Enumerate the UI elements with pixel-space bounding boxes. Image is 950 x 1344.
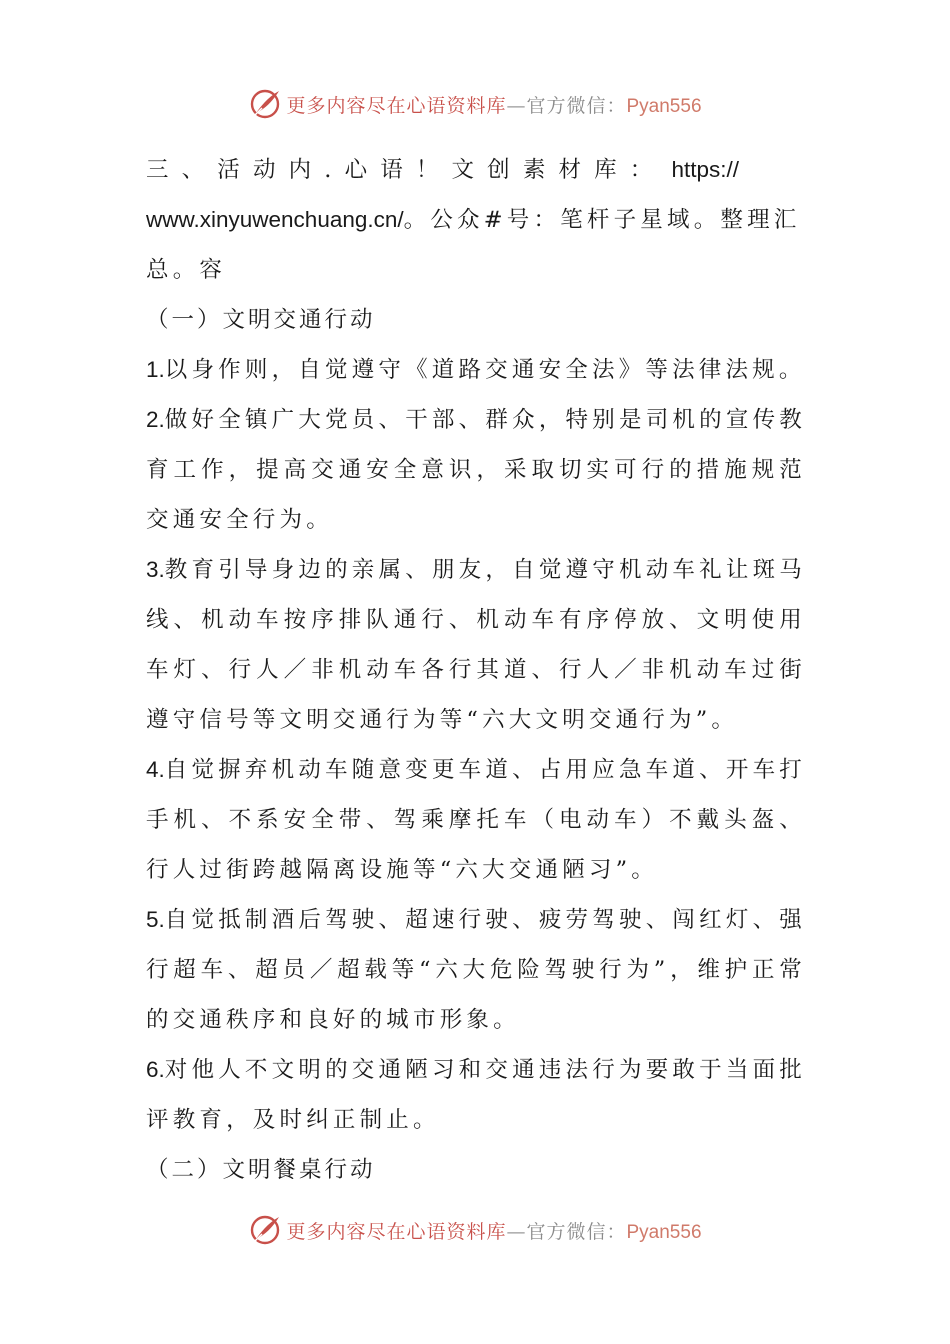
intro-paragraph <box>146 145 806 295</box>
item-number: 4. <box>146 757 165 782</box>
item-number: 6. <box>146 1057 165 1082</box>
item-text: 做好全镇广大党员、干部、群众，特别是司机的宣传教育工作，提高交通安全意识，采取切实可行的措施规范交通安全行为。 <box>146 407 806 533</box>
banner-slogan: 更多内容尽在心语资料库 <box>286 1220 507 1243</box>
item-text: 教育引导身边的亲属、朋友，自觉遵守机动车礼让斑马线、机动车按序排队通行、机动车有序停放、文明使用车灯、行人／非机动车各行其道、行人／非机动车过街遵守信号等文明交通行为等“六大文明交通行为”。 <box>146 557 806 733</box>
list-item <box>146 745 806 895</box>
item-number: 3. <box>146 557 165 582</box>
banner-wechat-handle: Pyan556 <box>626 1221 702 1243</box>
intro-url-domain: www.xinyuwenchuang.cn/ <box>146 207 404 232</box>
banner-slogan: 更多内容尽在心语资料库 <box>286 94 507 117</box>
intro-tail-text: 。公众#号：笔杆子星域。整理汇总。容 <box>146 207 801 283</box>
banner-wechat-handle: Pyan556 <box>626 95 702 117</box>
item-text: 自觉摒弃机动车随意变更车道、占用应急车道、开车打手机、不系安全带、驾乘摩托车（电动车）不戴头盔、行人过街跨越隔离设施等“六大交通陋习”。 <box>146 757 806 883</box>
quill-logo-icon <box>248 1213 282 1247</box>
intro-spaced-text: 三 、 活 动 内 . 心 语 ！ 文 创 素 材 库 ： <box>146 157 653 183</box>
list-item <box>146 395 806 545</box>
list-item <box>146 345 806 395</box>
banner-separator: — <box>506 1220 527 1243</box>
item-text: 对他人不文明的交通陋习和交通违法行为要敢于当面批评教育，及时纠正制止。 <box>146 1057 806 1133</box>
banner-text <box>286 91 701 118</box>
item-text: 以身作则，自觉遵守《道路交通安全法》等法律法规。 <box>164 357 806 383</box>
document-body <box>146 145 806 1195</box>
footer-watermark-banner <box>0 1208 950 1252</box>
list-item <box>146 545 806 745</box>
banner-separator: — <box>506 94 527 117</box>
list-item <box>146 895 806 1045</box>
list-item <box>146 1045 806 1145</box>
item-number: 1. <box>146 357 165 382</box>
intro-url-protocol: https:// <box>671 157 739 182</box>
item-text: 自觉抵制酒后驾驶、超速行驶、疲劳驾驶、闯红灯、强行超车、超员／超载等“六大危险驾驶行为”，维护正常的交通秩序和良好的城市形象。 <box>146 907 806 1033</box>
quill-logo-icon <box>248 87 282 121</box>
banner-wechat-label: 官方微信： <box>526 1220 627 1243</box>
item-number: 2. <box>146 407 165 432</box>
item-number: 5. <box>146 907 165 932</box>
banner-text <box>286 1217 701 1244</box>
section-title-dining: （二）文明餐桌行动 <box>146 1157 376 1183</box>
section-title-traffic: （一）文明交通行动 <box>146 307 376 333</box>
header-watermark-banner <box>0 82 950 126</box>
banner-wechat-label: 官方微信： <box>526 94 627 117</box>
